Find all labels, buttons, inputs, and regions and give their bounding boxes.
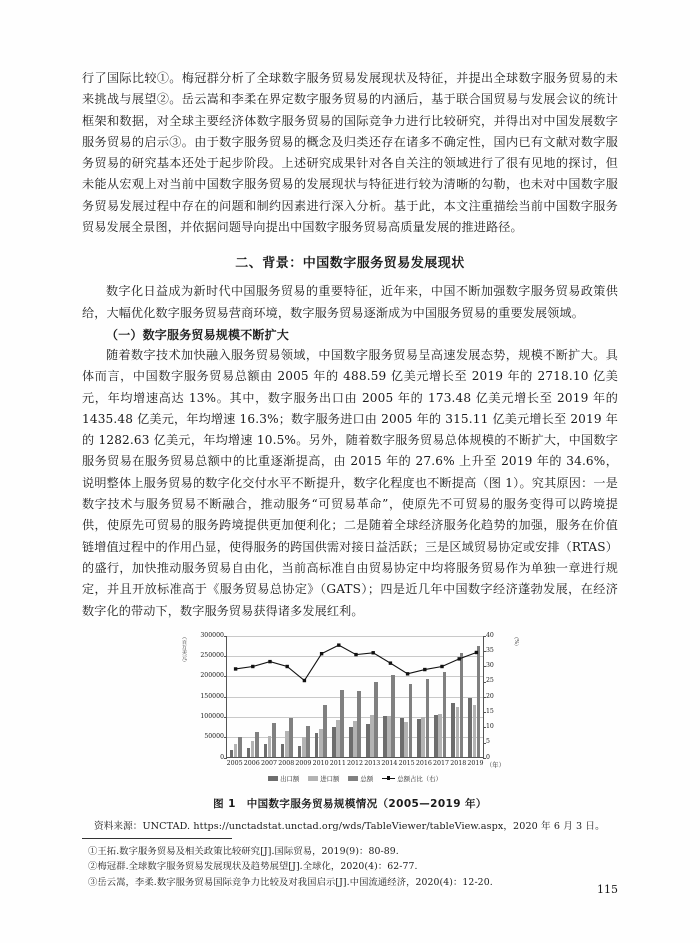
- x-tick-label: 2010: [312, 759, 329, 767]
- y-tick-mark-left: [224, 758, 227, 759]
- x-tick-label: 2007: [260, 759, 278, 767]
- legend-item: [308, 774, 339, 783]
- page-content: [82, 68, 618, 890]
- x-tick-label: 2012: [347, 759, 364, 767]
- y-tick-label-right: 25: [486, 677, 494, 685]
- chart-legend: [226, 774, 484, 783]
- x-tick-label: 2011: [329, 759, 346, 767]
- x-tick-label: 2013: [364, 759, 381, 767]
- legend-label: 总额占比（右）: [397, 774, 442, 783]
- figure-source: 资料来源：UNCTAD. https://unctadstat.unctad.org/wds/TableViewer/tableView.aspx，2020 年 6 月 3 日。: [94, 820, 605, 832]
- x-tick-label: 2006: [243, 759, 260, 767]
- page-number: 115: [597, 883, 618, 896]
- legend-item: [382, 774, 442, 783]
- section-heading: 二、背景：中国数字服务贸易发展现状: [235, 256, 465, 272]
- y-tick-label-left: 50000: [204, 733, 224, 741]
- chart-y-axis-label-left: （百万美元）: [181, 633, 187, 666]
- chart-container: [180, 632, 520, 792]
- footnote-divider: [82, 838, 232, 839]
- chart-x-axis: [226, 760, 484, 767]
- y-tick-label-right: 0: [486, 753, 490, 761]
- y-tick-label-right: 10: [486, 723, 494, 731]
- legend-item: [268, 774, 299, 783]
- figure-caption: 图 1 中国数字服务贸易规模情况（2005—2019 年）: [213, 797, 487, 810]
- chart-y-axis-label-right: （%）: [513, 633, 519, 650]
- x-tick-label: 2008: [278, 759, 295, 767]
- chart-line-series: [227, 636, 485, 758]
- y-tick-label-left: 100000: [200, 712, 224, 720]
- subsection-heading: （一）数字服务贸易规模不断扩大: [106, 327, 290, 342]
- y-tick-label-right: 5: [486, 738, 490, 746]
- paragraph-literature-review: 行了国际比较①。梅冠群分析了全球数字服务贸易发展现状及特征，并提出全球数字服务贸易的未来挑战与展望②。岳云嵩和李柔在界定数字服务贸易的内涵后，基于联合国贸易与发展会议的统计框架和数据，对全球主要经济体数字服务贸易的国际竞争力进行比较研究，并得出对中国发展数字服务贸易的启示③。由于数字服务贸易的概念及归类还存在诸多不确定性，国内已有文献对数字服务贸易的研究基本还处于起步阶段。上述研究成果针对各自关注的领域进行了很有见地的探讨，但未能从宏观上对当前中国数字服务贸易的发展现状与特征进行较为清晰的勾勒，也未对中国数字服务贸易发展过程中存在的问题和制约因素进行深入分析。基于此，本文注重描绘当前中国数字服务贸易发展全景图，并依据问题导向提出中国数字服务贸易高质量发展的推进路径。: [82, 71, 618, 235]
- legend-label: 总额: [360, 774, 374, 783]
- legend-label: 出口额: [280, 774, 300, 783]
- x-tick-label: 2017: [433, 759, 450, 767]
- x-tick-label: 2009: [295, 759, 312, 767]
- y-tick-label-left: 0: [220, 753, 224, 761]
- y-tick-label-right: 30: [486, 662, 494, 670]
- paragraph-intro: 数字化日益成为新时代中国服务贸易的重要特征，近年来，中国不断加强数字服务贸易政策供给，大幅优化数字服务贸易营商环境，数字服务贸易逐渐成为中国服务贸易的重要发展领域。: [82, 284, 618, 320]
- y-tick-label-right: 20: [486, 692, 494, 700]
- x-tick-label: 2016: [415, 759, 432, 767]
- y-tick-label-right: 35: [486, 646, 494, 654]
- y-tick-label-left: 150000: [200, 692, 224, 700]
- y-tick-label-left: 300000: [200, 631, 224, 639]
- y-tick-label-right: 40: [486, 631, 494, 639]
- legend-label: 进口额: [320, 774, 340, 783]
- chart-plot-area: [200, 631, 494, 761]
- legend-line-swatch-icon: [382, 776, 395, 781]
- y-tick-label-left: 200000: [200, 672, 224, 680]
- x-tick-label: 2019: [467, 759, 484, 767]
- figure-1: [82, 632, 618, 832]
- footnote-item: ①王拓.数字服务贸易及相关政策比较研究[J].国际贸易，2019(9)：80-89.: [88, 845, 399, 857]
- footnote-list: [88, 844, 618, 891]
- paragraph-scale-expansion: 随着数字技术加快融入服务贸易领域，中国数字服务贸易呈高速发展态势，规模不断扩大。具体而言，中国数字服务贸易总额由 2005 年的 488.59 亿美元增长至 2019 年的 2718.10 亿美元，年均增速高达 13%。其中，数字服务出口由 2005 年的 173.48 亿美元增长至 2019 年的 1435.48 亿美元，年均增速 16.3%；数字服务进口由 2005 年的 315.11 亿美元增长至 2019 年的 1282.63 亿美元，年均增速 10.5%。另外，随着数字服务贸易总体规模的不断扩大，中国数字服务贸易在服务贸易总额中的比重逐渐提高，由 2015 年的 27.6% 上升至 2019 年的 34.6%，说明整体上服务贸易的数字化交付水平不断提升，数字化程度也不断提高（图 1）。究其原因：一是数字技术与服务贸易不断融合，推动服务“可贸易革命”，使原先不可贸易的服务变得可以跨境提供，使原先可贸易的服务跨境提供更加便利化；二是随着全球经济服务化趋势的加强，服务在价值链增值过程中的作用凸显，使得服务的跨国供需对接日益活跃；三是区域贸易协定或安排（RTAS）的盛行，加快推动服务贸易自由化，当前高标准自由贸易协定中均将服务贸易作为单独一章进行规定，并且开放标准高于《服务贸易总协定》（GATS）；四是近几年中国数字经济蓬勃发展，在经济数字化的带动下，数字服务贸易获得诸多发展红利。: [82, 347, 618, 618]
- legend-color-swatch-icon: [348, 776, 358, 781]
- legend-item: [348, 774, 373, 783]
- footnote-item: ②梅冠群.全球数字服务贸易发展现状及趋势展望[J].全球化，2020(4)：62-77.: [88, 861, 418, 873]
- legend-color-swatch-icon: [268, 776, 278, 781]
- y-tick-label-left: 250000: [200, 651, 224, 659]
- y-tick-mark-right: [483, 758, 486, 759]
- x-tick-label: 2015: [398, 759, 415, 767]
- chart-x-axis-unit: （年）: [486, 761, 505, 769]
- y-tick-label-right: 15: [486, 707, 494, 715]
- x-tick-label: 2014: [381, 759, 398, 767]
- footnote-item: ③岳云嵩，李柔.数字服务贸易国际竞争力比较及对我国启示[J].中国流通经济，2020(4)：12-20.: [88, 876, 493, 888]
- x-tick-label: 2018: [450, 759, 467, 767]
- legend-color-swatch-icon: [308, 776, 318, 781]
- x-tick-label: 2005: [226, 759, 243, 767]
